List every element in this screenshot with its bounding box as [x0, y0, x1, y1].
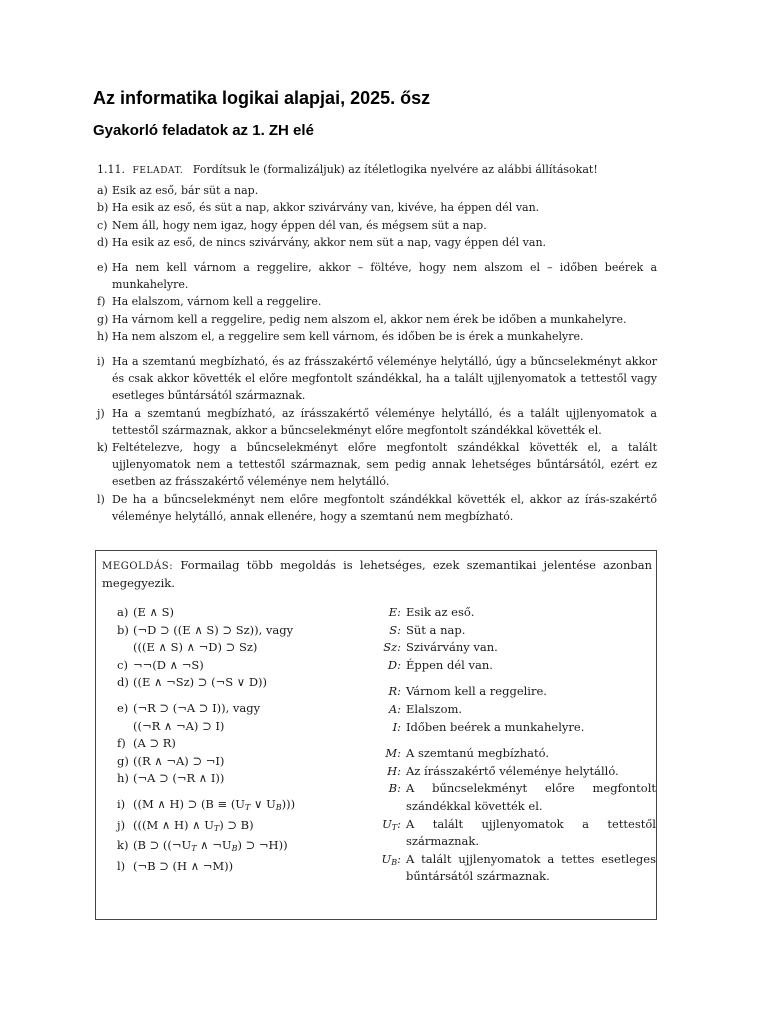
legend-row [372, 745, 656, 763]
item-text: Ha nem alszom el, a reggelire sem kell várnom, és időben be is érek a munkahelyre. [112, 329, 584, 343]
item-label: b) [97, 201, 109, 215]
legend-row [372, 780, 656, 815]
formula-text: (B ⊃ (($\neg U_T$ ∧ $\neg U_B$) ⊃ ¬H)) [133, 838, 288, 854]
solution-intro-text: Formailag több megoldás is lehetséges, ezek szemantikai jelentése azonban megegyezik. [102, 558, 652, 590]
formula-text: (¬A ⊃ (¬R ∧ I)) [133, 771, 225, 786]
legend-symbol: Sz: [383, 640, 401, 655]
item-text: Ha elalszom, várnom kell a reggelire. [112, 295, 322, 309]
legend-row [372, 851, 656, 886]
legend-symbol: H: [387, 763, 401, 778]
legend-definition: Szivárvány van. [406, 640, 498, 655]
item-label: i) [97, 355, 105, 369]
formula-text: ((R ∧ ¬A) ⊃ ¬I) [133, 753, 225, 768]
formula-text: (A ⊃ R) [133, 736, 176, 751]
problem-block [97, 161, 657, 525]
item-text: Ha a szemtanú megbízható, és az frásszakértő véleménye helytálló, úgy a bűncselekményt akkor és csak akkor követték el előre megfontolt szándékkal, ha a talált ujjlenyomatok a tettestől vagy esetleges bűntársától származnak. [112, 355, 657, 403]
problem-keyword: FELADAT. [132, 166, 184, 176]
formula-label: h) [117, 771, 129, 786]
problem-item [97, 217, 657, 234]
legend-definition: Éppen dél van. [406, 657, 493, 672]
legend-symbol: E: [388, 605, 401, 619]
legend-definition: Esik az eső. [406, 605, 475, 619]
legend-row [372, 657, 656, 675]
legend-definition: A bűncselekményt előre megfontolt szándékkal követték el. [406, 781, 656, 813]
legend-definition: A talált ujjlenyomatok a tettes esetleges bűntársától származnak. [406, 851, 656, 884]
formula-row [117, 700, 372, 718]
formula-label: f) [117, 736, 126, 751]
formula-row [117, 858, 372, 876]
formula-row [117, 817, 372, 838]
legend-symbol: S: [389, 622, 401, 637]
group-gap [97, 251, 657, 259]
formula-text: (((E ∧ S) ∧ ¬D) ⊃ Sz) [133, 640, 258, 655]
problem-item [97, 405, 657, 439]
item-text: Ha esik az eső, és süt a nap, akkor szivárvány van, kivéve, ha éppen dél van. [112, 201, 540, 215]
formula-label: l) [117, 858, 126, 873]
formula-label: g) [117, 753, 129, 768]
legend-row [372, 622, 656, 640]
formula-label: k) [117, 838, 129, 853]
solution-keyword: MEGOLDÁS: [102, 561, 174, 572]
item-label: a) [97, 184, 108, 198]
formula-text: (((M ∧ H) ∧ $U_T$) ⊃ B) [133, 817, 254, 833]
item-label: d) [97, 235, 109, 249]
item-text: Nem áll, hogy nem igaz, hogy éppen dél van, és mégsem süt a nap. [112, 218, 487, 232]
formula-label [117, 639, 133, 657]
problem-item [97, 439, 657, 491]
formula-text: ((¬R ∧ ¬A) ⊃ I) [133, 718, 225, 733]
formula-row [117, 770, 372, 788]
group-gap [117, 692, 372, 700]
problem-item [97, 199, 657, 216]
legend-symbol: M: [385, 746, 401, 761]
formula-label: c) [117, 657, 128, 672]
formula-text: (¬B ⊃ (H ∧ ¬M)) [133, 858, 234, 873]
item-label: e) [97, 261, 108, 275]
formula-text: (E ∧ S) [133, 605, 174, 619]
formula-label: i) [117, 796, 126, 811]
group-gap [372, 674, 656, 683]
problem-item [97, 259, 657, 293]
legend-definition: Az írásszakértő véleménye helytálló. [406, 763, 619, 778]
problem-item [97, 328, 657, 345]
legend-row [372, 719, 656, 737]
problem-heading [97, 161, 657, 180]
formula-text: ((E ∧ ¬Sz) ⊃ (¬S ∨ D)) [133, 675, 268, 690]
legend-symbol: D: [387, 657, 401, 672]
group-gap [117, 788, 372, 796]
legend-definition: Várnom kell a reggelire. [406, 684, 547, 699]
formula-row [117, 718, 372, 736]
item-text: Ha a szemtanú megbízható, az írásszakértő véleménye helytálló, és a talált ujjlenyomatok a tettestől származnak, akkor a bűncselekményt előre megfontolt szándékkal követték el. [112, 406, 657, 437]
formula-text: (¬D ⊃ ((E ∧ S) ⊃ Sz)), vagy [133, 622, 294, 637]
legend-definition: A szemtanú megbízható. [406, 746, 550, 761]
formula-text: (¬R ⊃ (¬A ⊃ I)), vagy [133, 700, 261, 715]
formula-label: e) [117, 700, 129, 715]
page-title: Az informatika logikai alapjai, 2025. ősz [93, 88, 431, 108]
item-text: Ha esik az eső, de nincs szivárvány, akkor nem süt a nap, vagy éppen dél van. [112, 235, 547, 249]
problem-item [97, 182, 657, 199]
formula-row [117, 604, 372, 622]
problem-item [97, 491, 657, 525]
legend-definition: Időben beérek a munkahelyre. [406, 719, 585, 734]
legend-row [372, 701, 656, 719]
solution-box [95, 550, 657, 920]
item-text: Ha várnom kell a reggelire, pedig nem alszom el, akkor nem érek be időben a munkahelyre. [112, 312, 627, 326]
legend-row [372, 683, 656, 701]
group-gap [372, 736, 656, 745]
item-label: c) [97, 218, 108, 232]
item-label: l) [97, 492, 105, 506]
item-label: k) [97, 441, 108, 455]
legend-row [372, 763, 656, 781]
legend-symbol: $U_T$: [382, 816, 401, 832]
legend-symbol: I: [392, 719, 401, 734]
legend-row [372, 639, 656, 657]
legend-symbol: $U_B$: [381, 851, 401, 867]
formula-text: ((M ∧ H) ⊃ ($B \equiv (U_T$ ∨ $U_B$))) [133, 796, 296, 812]
problem-item [97, 293, 657, 310]
item-label: f) [97, 295, 106, 309]
formula-row [117, 622, 372, 640]
legend-symbol: R: [388, 684, 401, 699]
item-text: Esik az eső, bár süt a nap. [112, 184, 259, 198]
solution-intro [102, 557, 652, 591]
item-label: h) [97, 329, 109, 343]
problem-item [97, 353, 657, 405]
formula-row [117, 657, 372, 675]
formula-row [117, 753, 372, 771]
problem-intro: Fordítsuk le (formalizáljuk) az ítéletlogika nyelvére az alábbi állításokat! [192, 163, 598, 176]
formula-list [117, 604, 372, 875]
item-label: g) [97, 312, 109, 326]
formula-label: b) [117, 622, 129, 637]
item-text: Ha nem kell várnom a reggelire, akkor – föltéve, hogy nem alszom el – időben beérek a munkahelyre. [112, 261, 657, 292]
group-gap [97, 345, 657, 353]
problem-item [97, 234, 657, 251]
legend-definition: Elalszom. [406, 701, 463, 716]
item-text: Feltételezve, hogy a bűncselekményt előre megfontolt szándékkal követték el, a talált ujjlenyomatok nem a tettestől származnak, sem pedig annak lehetséges bűntársától, ezért ez esetben az frásszakértő véleménye nem helytálló. [112, 441, 657, 489]
legend-definition: Süt a nap. [406, 622, 466, 637]
formula-label [117, 718, 133, 736]
legend-symbol: A: [388, 701, 401, 716]
formula-row [117, 674, 372, 692]
formula-label: d) [117, 675, 129, 690]
problem-number: 1.11. [97, 163, 125, 176]
variable-legend [372, 604, 656, 886]
formula-row [117, 796, 372, 817]
formula-row [117, 837, 372, 858]
formula-text: ¬¬(D ∧ ¬S) [133, 657, 204, 672]
problem-item [97, 311, 657, 328]
legend-symbol: B: [388, 781, 401, 796]
formula-row [117, 735, 372, 753]
formula-label: j) [117, 817, 126, 832]
item-text: De ha a bűncselekményt nem előre megfontolt szándékkal követték el, akkor az írás-szakértő véleménye helytálló, annak ellenére, hogy a szemtanú nem megbízható. [112, 492, 657, 523]
item-label: j) [97, 406, 105, 420]
legend-row [372, 604, 656, 622]
formula-row [117, 639, 372, 657]
legend-definition: A talált ujjlenyomatok a tettestől származnak. [406, 816, 656, 849]
formula-label: a) [117, 605, 129, 619]
page-subtitle: Gyakorló feladatok az 1. ZH elé [93, 122, 314, 139]
legend-row [372, 816, 656, 851]
